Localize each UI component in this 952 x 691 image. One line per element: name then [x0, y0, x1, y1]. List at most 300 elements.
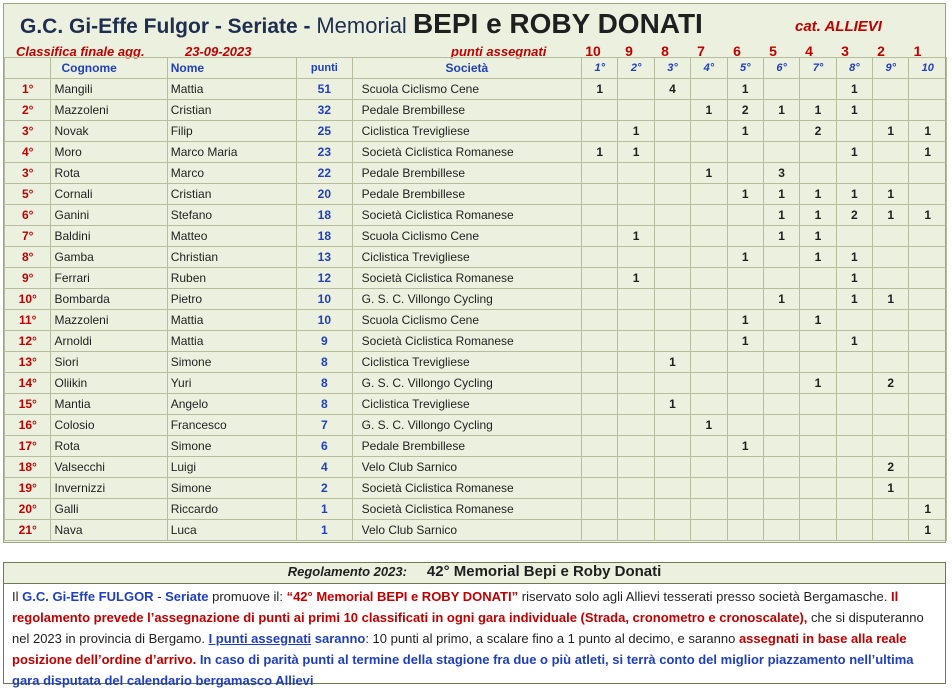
placement-cell: 1	[836, 100, 872, 121]
rules-text-part: assegnati in base alla reale posizione dell’ordine d’arrivo.	[12, 631, 907, 667]
placement-cell	[691, 520, 727, 541]
cognome-cell: Oliikin	[51, 373, 167, 394]
nome-cell: Mattia	[167, 310, 296, 331]
points-value: 2	[877, 43, 885, 59]
placement-cell	[909, 163, 947, 184]
placement-cell	[691, 373, 727, 394]
placement-cell: 1	[727, 79, 763, 100]
placement-cell	[800, 436, 836, 457]
position-header: 8°	[836, 58, 872, 79]
placement-cell	[582, 247, 618, 268]
placement-cell	[763, 436, 799, 457]
placement-cell	[873, 142, 909, 163]
placement-cell: 1	[727, 184, 763, 205]
position-header: 9°	[873, 58, 909, 79]
rules-box	[3, 562, 946, 688]
placement-cell: 1	[800, 205, 836, 226]
placement-cell	[873, 163, 909, 184]
placement-cell	[800, 352, 836, 373]
placement-cell	[800, 331, 836, 352]
cognome-cell: Rota	[51, 163, 167, 184]
placement-cell: 1	[873, 184, 909, 205]
placement-cell	[654, 100, 690, 121]
placement-cell	[763, 457, 799, 478]
punti-cell: 8	[297, 373, 353, 394]
table-row	[5, 289, 947, 310]
placement-cell	[582, 205, 618, 226]
societa-cell: Ciclistica Trevigliese	[352, 394, 581, 415]
position-header: 6°	[763, 58, 799, 79]
nome-cell: Mattia	[167, 79, 296, 100]
societa-cell: Pedale Brembillese	[352, 184, 581, 205]
table-row	[5, 415, 947, 436]
placement-cell: 1	[800, 100, 836, 121]
rules-text-part: che si disputeranno nel 2023 in provincia di Bergamo.	[12, 610, 924, 646]
placement-cell	[873, 79, 909, 100]
rank-cell: 21°	[5, 520, 51, 541]
placement-cell	[582, 331, 618, 352]
table-row	[5, 331, 947, 352]
placement-cell	[582, 352, 618, 373]
cognome-cell: Moro	[51, 142, 167, 163]
placement-cell	[654, 268, 690, 289]
punti-cell: 20	[297, 184, 353, 205]
memorial-label: Memorial	[316, 13, 413, 38]
position-header: 7°	[800, 58, 836, 79]
nome-cell: Yuri	[167, 373, 296, 394]
placement-cell: 1	[763, 205, 799, 226]
placement-cell	[836, 121, 872, 142]
placement-cell	[654, 499, 690, 520]
placement-cell	[836, 394, 872, 415]
nome-cell: Filip	[167, 121, 296, 142]
placement-cell: 2	[836, 205, 872, 226]
societa-cell: Pedale Brembillese	[352, 100, 581, 121]
placement-cell: 1	[909, 520, 947, 541]
table-row	[5, 100, 947, 121]
placement-cell	[654, 289, 690, 310]
placement-cell: 4	[654, 79, 690, 100]
points-value: 1	[913, 43, 922, 59]
societa-cell: G. S. C. Villongo Cycling	[352, 373, 581, 394]
placement-cell	[909, 415, 947, 436]
placement-cell	[836, 310, 872, 331]
nome-cell: Cristian	[167, 184, 296, 205]
cognome-cell: Mantia	[51, 394, 167, 415]
placement-cell	[727, 142, 763, 163]
placement-cell	[836, 520, 872, 541]
societa-cell: Scuola Ciclismo Cene	[352, 310, 581, 331]
placement-cell	[691, 310, 727, 331]
placement-cell	[909, 100, 947, 121]
placement-cell: 1	[618, 121, 654, 142]
table-row	[5, 478, 947, 499]
placement-cell	[727, 268, 763, 289]
position-header: 4°	[691, 58, 727, 79]
rules-text-part: I punti assegnati	[208, 631, 312, 646]
nome-cell: Marco	[167, 163, 296, 184]
placement-cell: 1	[691, 100, 727, 121]
punti-cell: 10	[297, 310, 353, 331]
placement-cell	[618, 100, 654, 121]
punti-cell: 7	[297, 415, 353, 436]
rules-text-part: Il regolamento prevede l’assegnazione di punti ai primi 10 classificati in ogni gara individuale (Strada, cronometro e cronoscalate),	[12, 589, 899, 625]
placement-cell	[727, 520, 763, 541]
placement-cell	[763, 499, 799, 520]
table-row	[5, 394, 947, 415]
societa-cell: Società Ciclistica Romanese	[352, 268, 581, 289]
placement-cell	[582, 394, 618, 415]
nome-cell: Christian	[167, 247, 296, 268]
placement-cell	[873, 499, 909, 520]
punti-cell: 9	[297, 331, 353, 352]
page-title	[20, 8, 703, 40]
placement-cell	[909, 457, 947, 478]
societa-cell: Pedale Brembillese	[352, 163, 581, 184]
placement-cell: 1	[836, 331, 872, 352]
placement-cell: 1	[909, 142, 947, 163]
placement-cell	[691, 436, 727, 457]
societa-cell: G. S. C. Villongo Cycling	[352, 415, 581, 436]
cognome-cell: Colosio	[51, 415, 167, 436]
placement-cell	[873, 100, 909, 121]
placement-cell	[727, 478, 763, 499]
placement-cell	[873, 352, 909, 373]
placement-cell	[654, 163, 690, 184]
societa-cell: Scuola Ciclismo Cene	[352, 79, 581, 100]
table-row	[5, 121, 947, 142]
placement-cell	[654, 205, 690, 226]
placement-cell: 1	[618, 226, 654, 247]
standings-table	[4, 57, 947, 541]
placement-cell	[763, 394, 799, 415]
punti-cell: 23	[297, 142, 353, 163]
punti-cell: 22	[297, 163, 353, 184]
placement-cell	[909, 268, 947, 289]
societa-cell: Velo Club Sarnico	[352, 457, 581, 478]
placement-cell	[582, 226, 618, 247]
placement-cell	[873, 436, 909, 457]
placement-cell	[836, 499, 872, 520]
nome-cell: Matteo	[167, 226, 296, 247]
placement-cell: 3	[763, 163, 799, 184]
placement-cell	[618, 520, 654, 541]
rank-cell: 10°	[5, 289, 51, 310]
placement-cell	[618, 478, 654, 499]
placement-cell	[763, 331, 799, 352]
placement-cell	[618, 289, 654, 310]
points-value: 4	[805, 43, 813, 59]
table-row	[5, 184, 947, 205]
table-row	[5, 163, 947, 184]
placement-cell	[582, 373, 618, 394]
placement-cell	[654, 331, 690, 352]
societa-cell: Ciclistica Trevigliese	[352, 352, 581, 373]
cognome-cell: Invernizzi	[51, 478, 167, 499]
placement-cell	[654, 310, 690, 331]
placement-cell	[582, 184, 618, 205]
placement-cell	[873, 226, 909, 247]
placement-cell: 1	[836, 268, 872, 289]
position-header: 2°	[618, 58, 654, 79]
rules-text-part: saranno	[311, 631, 366, 646]
points-value: 8	[661, 43, 669, 59]
placement-cell	[909, 310, 947, 331]
placement-cell: 1	[836, 184, 872, 205]
nome-cell: Stefano	[167, 205, 296, 226]
placement-cell	[691, 226, 727, 247]
placement-cell	[618, 184, 654, 205]
rank-cell: 5°	[5, 184, 51, 205]
cognome-cell: Gamba	[51, 247, 167, 268]
rules-text-part: Seriate	[165, 589, 209, 604]
placement-cell	[691, 352, 727, 373]
rank-cell: 14°	[5, 373, 51, 394]
placement-cell: 1	[727, 331, 763, 352]
placement-cell	[618, 205, 654, 226]
nome-cell: Simone	[167, 436, 296, 457]
societa-cell: Società Ciclistica Romanese	[352, 331, 581, 352]
rank-cell: 1°	[5, 79, 51, 100]
placement-cell	[727, 373, 763, 394]
table-row	[5, 205, 947, 226]
points-value: 3	[841, 43, 849, 59]
societa-cell: Pedale Brembillese	[352, 436, 581, 457]
placement-cell	[582, 457, 618, 478]
placement-cell	[727, 352, 763, 373]
table-row	[5, 79, 947, 100]
placement-cell	[909, 352, 947, 373]
table-row	[5, 373, 947, 394]
points-assigned-label: punti assegnati	[451, 44, 547, 59]
rank-cell: 17°	[5, 436, 51, 457]
placement-cell	[727, 163, 763, 184]
points-value: 9	[625, 43, 633, 59]
placement-cell	[763, 373, 799, 394]
placement-cell: 1	[654, 352, 690, 373]
placement-cell	[909, 394, 947, 415]
placement-cell	[727, 205, 763, 226]
societa-cell: Società Ciclistica Romanese	[352, 499, 581, 520]
placement-cell	[654, 121, 690, 142]
placement-cell: 1	[582, 79, 618, 100]
placement-cell	[582, 310, 618, 331]
punti-cell: 18	[297, 205, 353, 226]
placement-cell	[582, 520, 618, 541]
placement-cell: 1	[800, 373, 836, 394]
placement-cell	[836, 373, 872, 394]
points-value: 7	[697, 43, 705, 59]
punti-cell: 8	[297, 352, 353, 373]
societa-cell: Velo Club Sarnico	[352, 520, 581, 541]
placement-cell: 1	[763, 226, 799, 247]
rules-text-part: In caso di parità punti al termine della stagione fra due o più atleti, si terrà conto del miglior piazzamento nell’ultima gara disputata del calendario bergamasco Allievi	[12, 652, 914, 688]
placement-cell: 1	[763, 184, 799, 205]
placement-cell	[618, 352, 654, 373]
cognome-cell: Mazzoleni	[51, 100, 167, 121]
standings-body	[5, 79, 947, 541]
event-name: BEPI e ROBY DONATI	[412, 8, 703, 39]
placement-cell	[654, 226, 690, 247]
placement-cell	[909, 331, 947, 352]
placement-cell: 1	[909, 499, 947, 520]
placement-cell	[582, 499, 618, 520]
placement-cell	[800, 268, 836, 289]
placement-cell	[727, 394, 763, 415]
punti-cell: 51	[297, 79, 353, 100]
rank-cell: 3°	[5, 163, 51, 184]
table-row	[5, 499, 947, 520]
placement-cell: 1	[873, 478, 909, 499]
placement-cell	[800, 163, 836, 184]
placement-cell	[618, 247, 654, 268]
placement-cell	[763, 478, 799, 499]
placement-cell	[654, 142, 690, 163]
placement-cell	[800, 394, 836, 415]
placement-cell	[873, 331, 909, 352]
rank-cell: 7°	[5, 226, 51, 247]
rank-cell: 12°	[5, 331, 51, 352]
table-row	[5, 247, 947, 268]
placement-cell	[836, 352, 872, 373]
placement-cell	[836, 436, 872, 457]
placement-cell	[763, 310, 799, 331]
placement-cell	[691, 268, 727, 289]
placement-cell	[763, 520, 799, 541]
placement-cell	[582, 100, 618, 121]
placement-cell	[582, 415, 618, 436]
nome-cell: Pietro	[167, 289, 296, 310]
placement-cell	[691, 184, 727, 205]
placement-cell: 1	[873, 121, 909, 142]
nome-cell: Marco Maria	[167, 142, 296, 163]
placement-cell	[873, 247, 909, 268]
placement-cell	[836, 226, 872, 247]
cognome-cell: Galli	[51, 499, 167, 520]
placement-cell	[909, 226, 947, 247]
nome-cell: Angelo	[167, 394, 296, 415]
placement-cell	[800, 520, 836, 541]
punti-cell: 12	[297, 268, 353, 289]
rank-cell: 20°	[5, 499, 51, 520]
nome-cell: Simone	[167, 352, 296, 373]
placement-cell: 1	[618, 268, 654, 289]
placement-cell	[654, 457, 690, 478]
rank-cell: 6°	[5, 205, 51, 226]
rules-text-part: “42° Memorial BEPI e ROBY DONATI”	[286, 589, 519, 604]
placement-cell	[582, 163, 618, 184]
rank-cell: 9°	[5, 268, 51, 289]
placement-cell: 1	[800, 247, 836, 268]
societa-cell: Società Ciclistica Romanese	[352, 142, 581, 163]
placement-cell	[691, 142, 727, 163]
table-row	[5, 352, 947, 373]
punti-cell: 10	[297, 289, 353, 310]
placement-cell	[727, 415, 763, 436]
placement-cell	[800, 289, 836, 310]
placement-cell	[763, 268, 799, 289]
points-value: 5	[769, 43, 777, 59]
placement-cell: 1	[582, 142, 618, 163]
placement-cell	[618, 415, 654, 436]
points-value: 6	[733, 43, 741, 59]
nome-cell: Luigi	[167, 457, 296, 478]
placement-cell	[873, 394, 909, 415]
placement-cell	[691, 478, 727, 499]
rank-cell: 11°	[5, 310, 51, 331]
rules-text-part: G.C. Gi-Effe FULGOR	[22, 589, 154, 604]
placement-cell	[763, 415, 799, 436]
placement-cell	[800, 478, 836, 499]
cognome-cell: Ferrari	[51, 268, 167, 289]
placement-cell	[727, 289, 763, 310]
punti-cell: 13	[297, 247, 353, 268]
rules-header	[4, 563, 945, 584]
nome-cell: Simone	[167, 478, 296, 499]
societa-cell: Ciclistica Trevigliese	[352, 247, 581, 268]
rank-cell: 4°	[5, 142, 51, 163]
cognome-cell: Mazzoleni	[51, 310, 167, 331]
punti-cell: 1	[297, 520, 353, 541]
societa-cell: Scuola Ciclismo Cene	[352, 226, 581, 247]
placement-cell	[691, 247, 727, 268]
placement-cell	[763, 79, 799, 100]
societa-cell: Società Ciclistica Romanese	[352, 478, 581, 499]
placement-cell	[836, 478, 872, 499]
nome-cell: Mattia	[167, 331, 296, 352]
cognome-cell: Bombarda	[51, 289, 167, 310]
placement-cell: 2	[873, 373, 909, 394]
placement-cell	[691, 121, 727, 142]
rank-cell: 16°	[5, 415, 51, 436]
placement-cell	[909, 373, 947, 394]
rules-label: Regolamento 2023:	[287, 564, 407, 579]
placement-cell	[873, 520, 909, 541]
placement-cell	[800, 499, 836, 520]
placement-cell: 1	[909, 121, 947, 142]
placement-cell	[763, 142, 799, 163]
table-row	[5, 457, 947, 478]
cognome-cell: Novak	[51, 121, 167, 142]
cognome-header: Cognome	[51, 58, 167, 79]
punti-cell: 25	[297, 121, 353, 142]
placement-cell: 1	[654, 394, 690, 415]
placement-cell: 2	[727, 100, 763, 121]
placement-cell: 2	[800, 121, 836, 142]
placement-cell	[909, 247, 947, 268]
updated-date: 23-09-2023	[185, 44, 252, 59]
rules-text-part: promuove il:	[208, 589, 287, 604]
cognome-cell: Rota	[51, 436, 167, 457]
placement-cell: 1	[727, 310, 763, 331]
punti-cell: 8	[297, 394, 353, 415]
placement-cell: 1	[800, 310, 836, 331]
placement-cell	[618, 457, 654, 478]
cognome-cell: Nava	[51, 520, 167, 541]
punti-cell: 4	[297, 457, 353, 478]
table-row	[5, 520, 947, 541]
placement-cell	[727, 226, 763, 247]
societa-cell: Ciclistica Trevigliese	[352, 121, 581, 142]
placement-cell	[654, 415, 690, 436]
placement-cell	[727, 499, 763, 520]
societa-cell: G. S. C. Villongo Cycling	[352, 289, 581, 310]
nome-cell: Ruben	[167, 268, 296, 289]
placement-cell	[873, 310, 909, 331]
placement-cell	[654, 184, 690, 205]
table-row	[5, 226, 947, 247]
placement-cell	[582, 268, 618, 289]
